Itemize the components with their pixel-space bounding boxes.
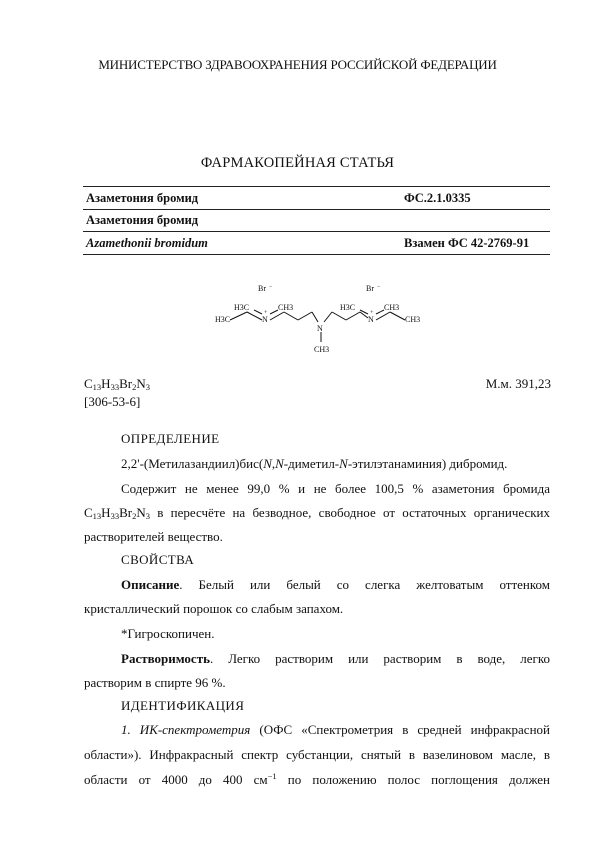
svg-text:+: + <box>370 310 374 316</box>
solubility-line-2: растворим в спирте 96 %. <box>84 675 226 690</box>
bromide-left-label: Br <box>258 284 266 293</box>
ministry-name: МИНИСТЕРСТВО ЗДРАВООХРАНЕНИЯ РОССИЙСКОЙ ФЕДЕРАЦИИ <box>98 57 497 72</box>
solubility-label: Растворимость <box>121 651 210 666</box>
header-rule-2 <box>83 231 550 232</box>
section-definition: ОПРЕДЕЛЕНИЕ <box>121 431 220 446</box>
ir-label: 1. ИК-спектрометрия <box>121 722 251 737</box>
structural-formula <box>210 276 430 360</box>
methyl-label-4: H3C <box>340 303 356 312</box>
definition-chemical-name: 2,2'-(Метилазандиил)бис(N,N-диметил-N-этилэтанаминия) дибромид. <box>121 456 508 471</box>
methyl-label-6: CH3 <box>405 315 421 324</box>
nitrogen-left-label: N <box>262 315 268 324</box>
monograph-name-ru: Азаметония бромид <box>86 191 199 205</box>
document-title: ФАРМАКОПЕЙНАЯ СТАТЬЯ <box>200 155 395 171</box>
molecular-formula: $C_{13}H_{33}Br_2N_3$ <box>84 376 150 392</box>
svg-text:−: − <box>269 284 273 290</box>
methyl-label-5: CH3 <box>384 303 400 312</box>
header-rule-top <box>83 186 550 187</box>
cas-number: [306-53-6] <box>84 394 141 409</box>
section-identification: ИДЕНТИФИКАЦИЯ <box>121 698 245 713</box>
replaces-monograph: Взамен ФС 42-2769-91 <box>404 236 530 250</box>
section-properties: СВОЙСТВА <box>121 552 195 567</box>
monograph-name-latin: Azamethonii bromidum <box>86 236 208 250</box>
description-line-2: кристаллический порошок со слабым запахом. <box>84 601 344 616</box>
molecular-weight: М.м. 391,23 <box>485 376 551 391</box>
nitrogen-center-label: N <box>317 324 323 333</box>
methyl-label-center: CH3 <box>314 345 330 354</box>
nitrogen-right-label: N <box>368 315 374 324</box>
header-rule-1 <box>83 209 550 210</box>
content-line-1: Содержит не менее 99,0 % и не более 100,5 % азаметония бромида <box>121 481 550 496</box>
monograph-code: ФС.2.1.0335 <box>404 191 471 205</box>
svg-text:+: + <box>264 310 268 316</box>
ir-line-2: области»). Инфракрасный спектр субстанции, снятый в вазелиновом масле, в <box>84 747 550 762</box>
content-line-3: растворителей вещество. <box>84 529 223 544</box>
methyl-label-2: CH3 <box>278 303 294 312</box>
hygroscopic-note: *Гигроскопичен. <box>121 626 215 641</box>
description-label: Описание <box>121 577 180 592</box>
description-line-1: Описание. Белый или белый со слегка желтоватым оттенком <box>121 577 550 592</box>
ir-line-3: области от 4000 до 400 $см^{-1}$ по положению полос поглощения должен <box>84 771 550 787</box>
solubility-line-1: Растворимость. Легко растворим или растворим в воде, легко <box>121 651 550 666</box>
bromide-right-label: Br <box>366 284 374 293</box>
methyl-label-3: H3C <box>215 315 231 324</box>
methyl-label-1: H3C <box>234 303 250 312</box>
ir-line-1: 1. ИК-спектрометрия (ОФС «Спектрометрия в средней инфракрасной <box>121 722 550 737</box>
svg-text:−: − <box>377 284 381 290</box>
monograph-name-ru-2: Азаметония бромид <box>86 213 199 227</box>
header-rule-bottom <box>83 254 550 255</box>
content-line-2: $C_{13}H_{33}Br_2N_3$ в пересчёте на безводное, свободное от остаточных органических <box>84 505 550 521</box>
